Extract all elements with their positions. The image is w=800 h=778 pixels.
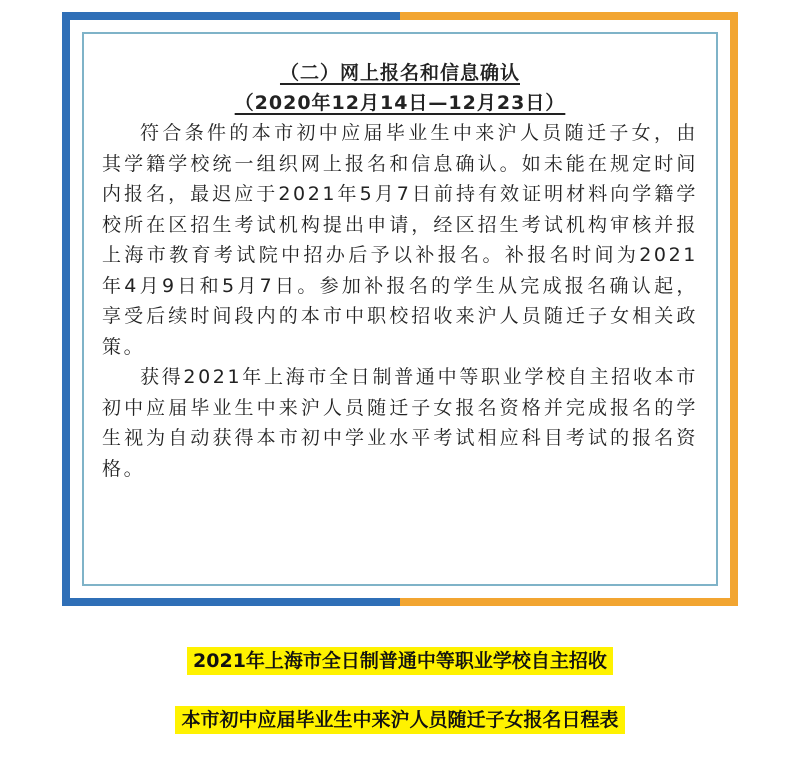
schedule-caption-line2-text: 本市初中应届毕业生中来沪人员随迁子女报名日程表	[175, 706, 624, 734]
frame-bottom-blue-bar	[62, 598, 400, 606]
frame-top-orange-bar	[400, 12, 738, 20]
section-title	[102, 58, 698, 88]
section-title-text: （二）网上报名和信息确认	[279, 62, 520, 84]
section-date-range-text: （2020年12月14日—12月23日）	[234, 92, 566, 114]
schedule-caption-line1-text: 2021年上海市全日制普通中等职业学校自主招收	[187, 647, 613, 675]
schedule-caption-line1	[0, 647, 800, 675]
frame-top-blue-bar	[62, 12, 400, 20]
section-content	[102, 58, 698, 484]
paragraph-qualification: 获得2021年上海市全日制普通中等职业学校自主招收本市初中应届毕业生中来沪人员随迁子女报名资格并完成报名的学生视为自动获得本市初中学业水平考试相应科目考试的报名资格。	[102, 366, 698, 480]
frame-right-orange-bar	[730, 12, 738, 606]
section-date-range	[102, 88, 698, 118]
schedule-caption-line2	[0, 706, 800, 734]
frame-bottom-orange-bar	[400, 598, 738, 606]
paragraph-registration: 符合条件的本市初中应届毕业生中来沪人员随迁子女，由其学籍学校统一组织网上报名和信息确认。如未能在规定时间内报名，最迟应于2021年5月7日前持有效证明材料向学籍学校所在区招生考试机构提出申请，经区招生考试机构审核并报上海市教育考试院中招办后予以补报名。补报名时间为2021年4月9日和5月7日。参加补报名的学生从完成报名确认起，享受后续时间段内的本市中职校招收来沪人员随迁子女相关政策。	[102, 122, 698, 358]
frame-left-blue-bar	[62, 12, 70, 606]
